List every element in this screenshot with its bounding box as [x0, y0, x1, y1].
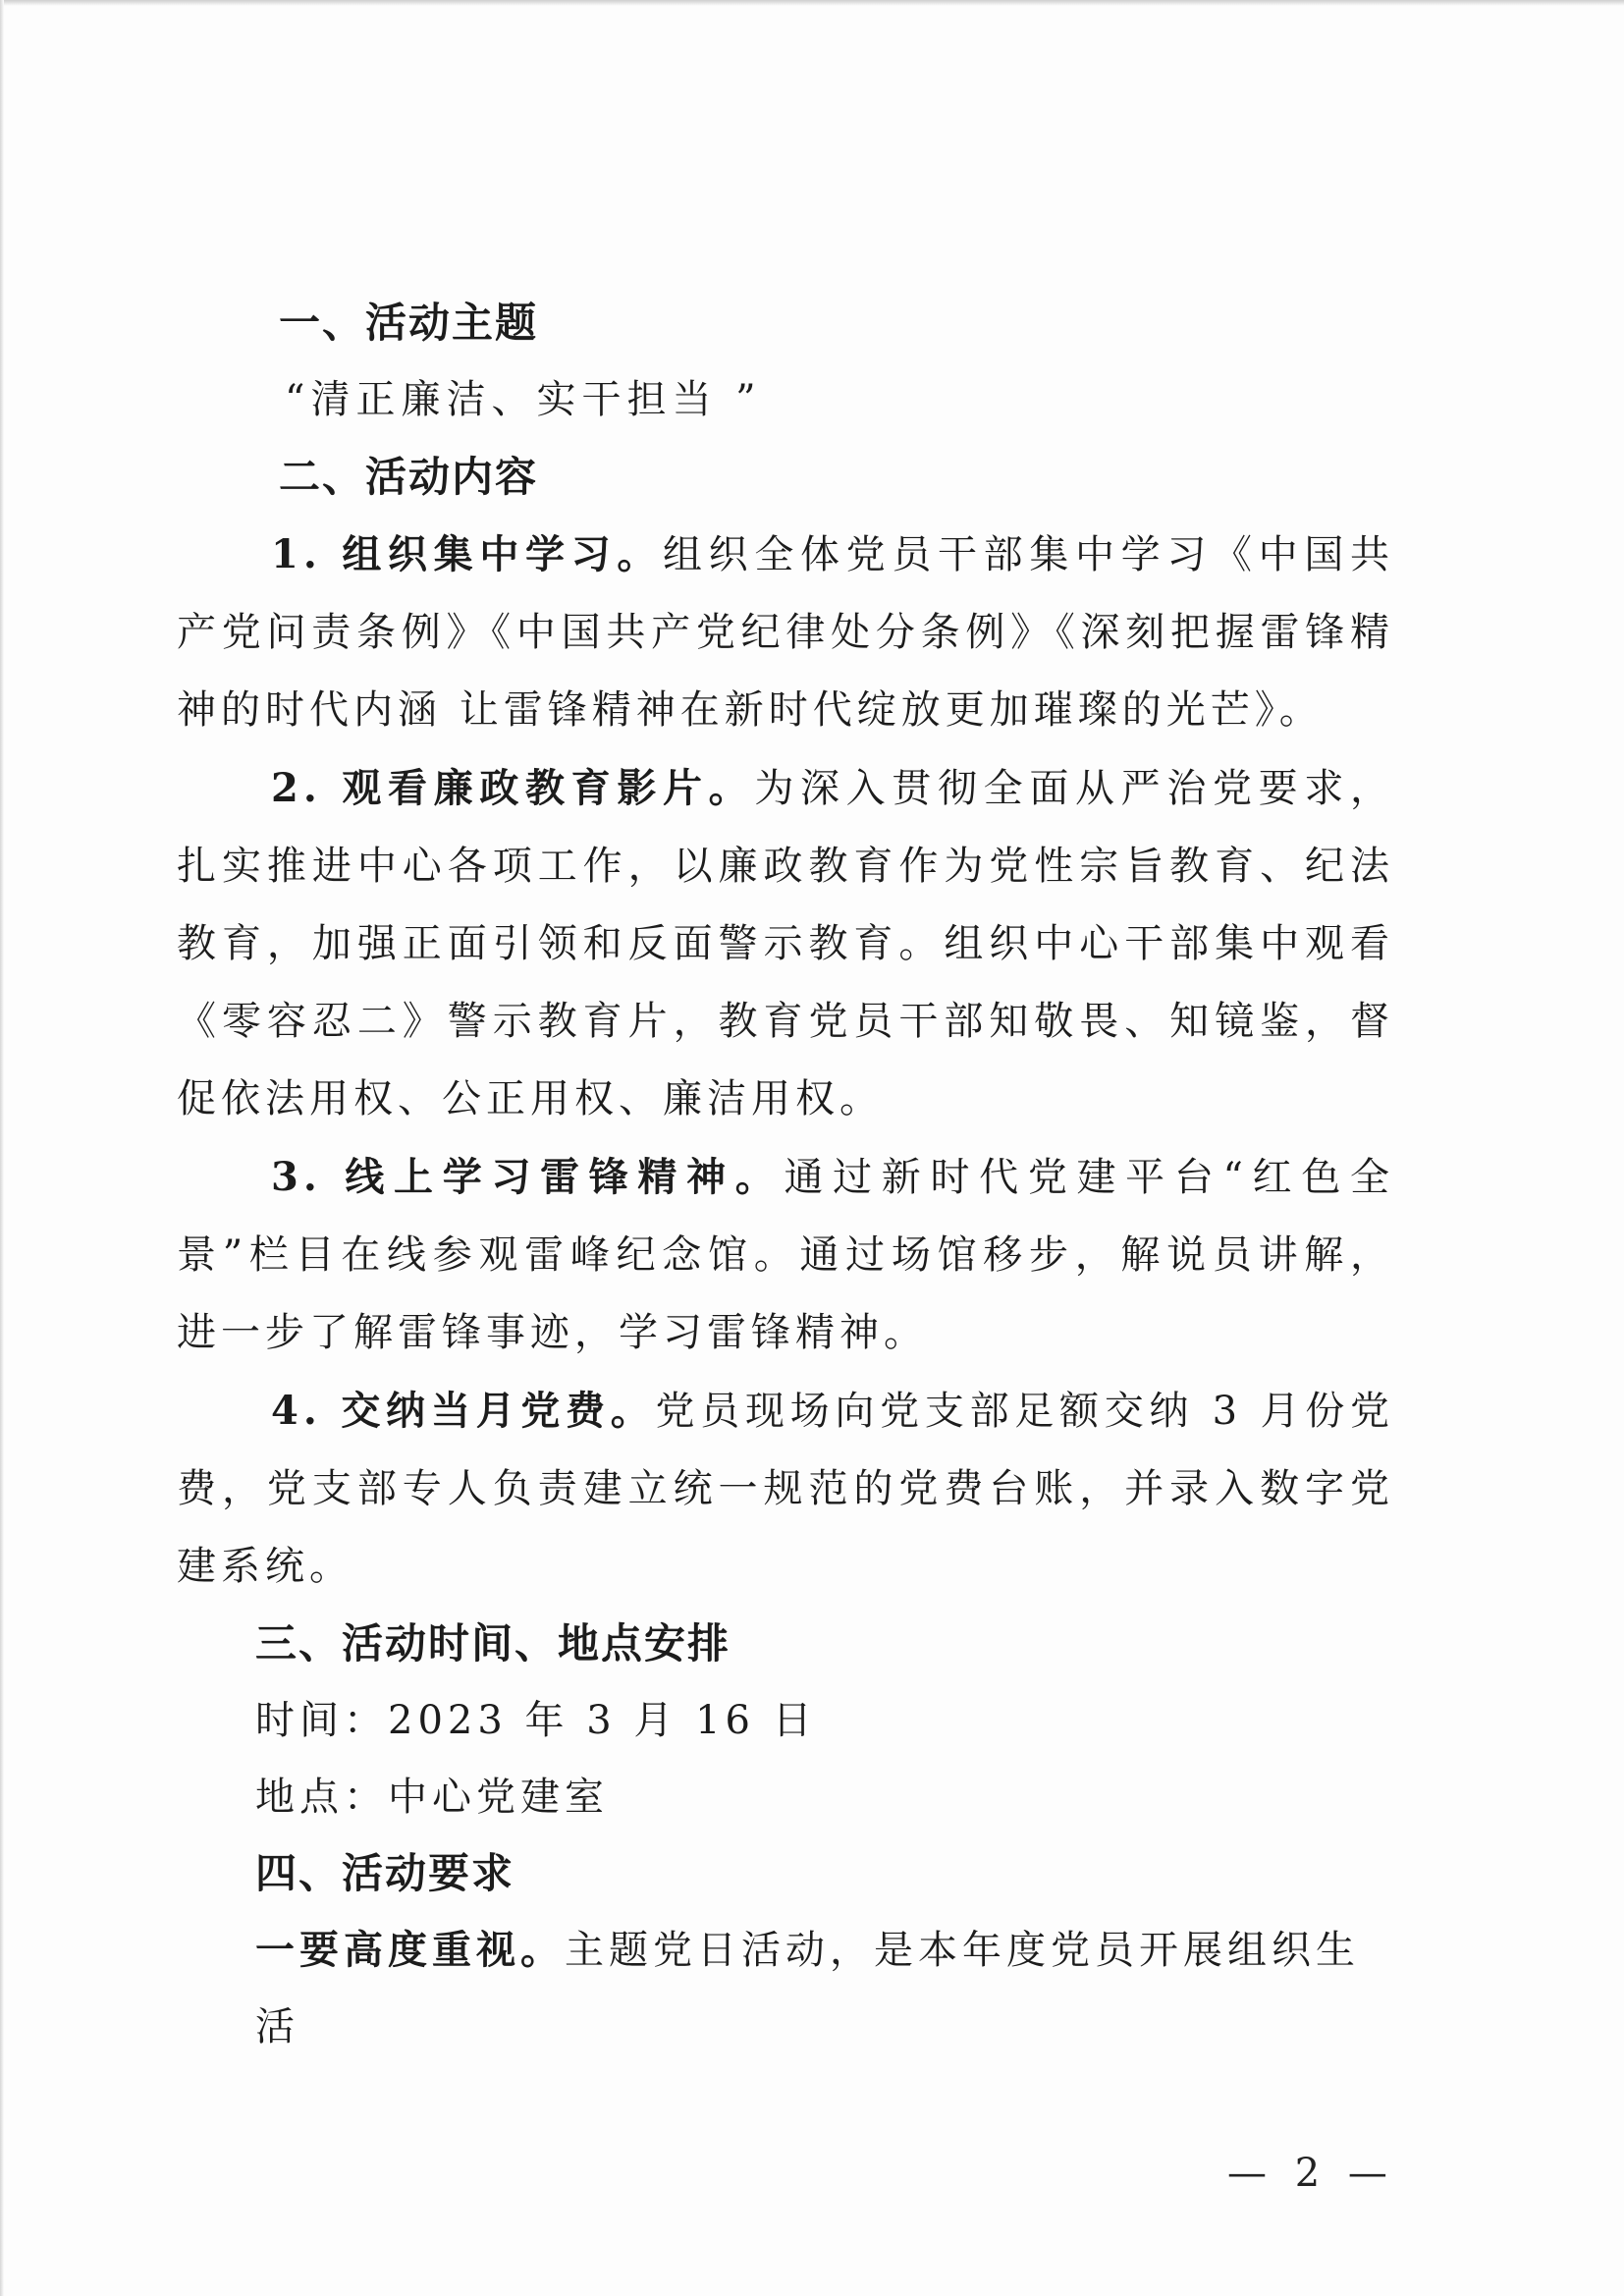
content-item-body: 组织全体党员干部集中学习《中国共产党问责条例》《中国共产党纪律处分条例》《深刻把握雷锋精神的时代内涵 让雷锋精神在新时代绽放更加璀璨的光芒》。: [177, 532, 1395, 733]
section-heading-requirements: 四、活动要求: [255, 1849, 515, 1897]
content-item-dues: [177, 1372, 1394, 1606]
content-item-lead: 3. 线上学习雷锋精神。: [271, 1154, 785, 1200]
requirement-first: [177, 1912, 1394, 2065]
content-item-online: [177, 1138, 1394, 1372]
requirement-lead: 一要高度重视。: [255, 1927, 565, 1973]
page-number: — 2 —: [1227, 2151, 1395, 2196]
content-item-lead: 2. 观看廉政教育影片。: [271, 765, 755, 811]
activity-theme-text: “清正廉洁、实干担当 ”: [285, 377, 762, 422]
content-item-lead: 1. 组织集中学习。: [271, 531, 664, 577]
document-body: [177, 285, 1394, 2065]
requirement-body: 主题党日活动，是本年度党员开展组织生活: [255, 1928, 1360, 2050]
schedule-place: 地点：中心党建室: [255, 1775, 609, 1820]
schedule-time: 时间：2023 年 3 月 16 日: [255, 1698, 817, 1743]
content-item-film: [177, 749, 1394, 1138]
section-heading-theme: 一、活动主题: [279, 299, 539, 347]
content-item-body: 通过新时代党建平台“红色全景”栏目在线参观雷峰纪念馆。通过场馆移步，解说员讲解，进一步了解雷锋事迹，学习雷锋精神。: [177, 1155, 1394, 1355]
content-item-body: 为深入贯彻全面从严治党要求，扎实推进中心各项工作，以廉政教育作为党性宗旨教育、纪法教育，加强正面引领和反面警示教育。组织中心干部集中观看《零容忍二》警示教育片，教育党员干部知敬畏、知镜鉴，督促依法用权、公正用权、廉洁用权。: [177, 766, 1394, 1121]
scan-edge-left: [0, 0, 4, 2296]
content-item-lead: 4. 交纳当月党费。: [271, 1388, 656, 1434]
section-heading-schedule: 三、活动时间、地点安排: [255, 1619, 731, 1667]
content-item-study: [177, 516, 1394, 749]
content-item-body: 党员现场向党支部足额交纳 3 月份党费，党支部专人负责建立统一规范的党费台账，并录入数字党建系统。: [177, 1389, 1394, 1589]
scan-edge-top: [0, 0, 1624, 6]
section-heading-content: 二、活动内容: [279, 453, 539, 501]
